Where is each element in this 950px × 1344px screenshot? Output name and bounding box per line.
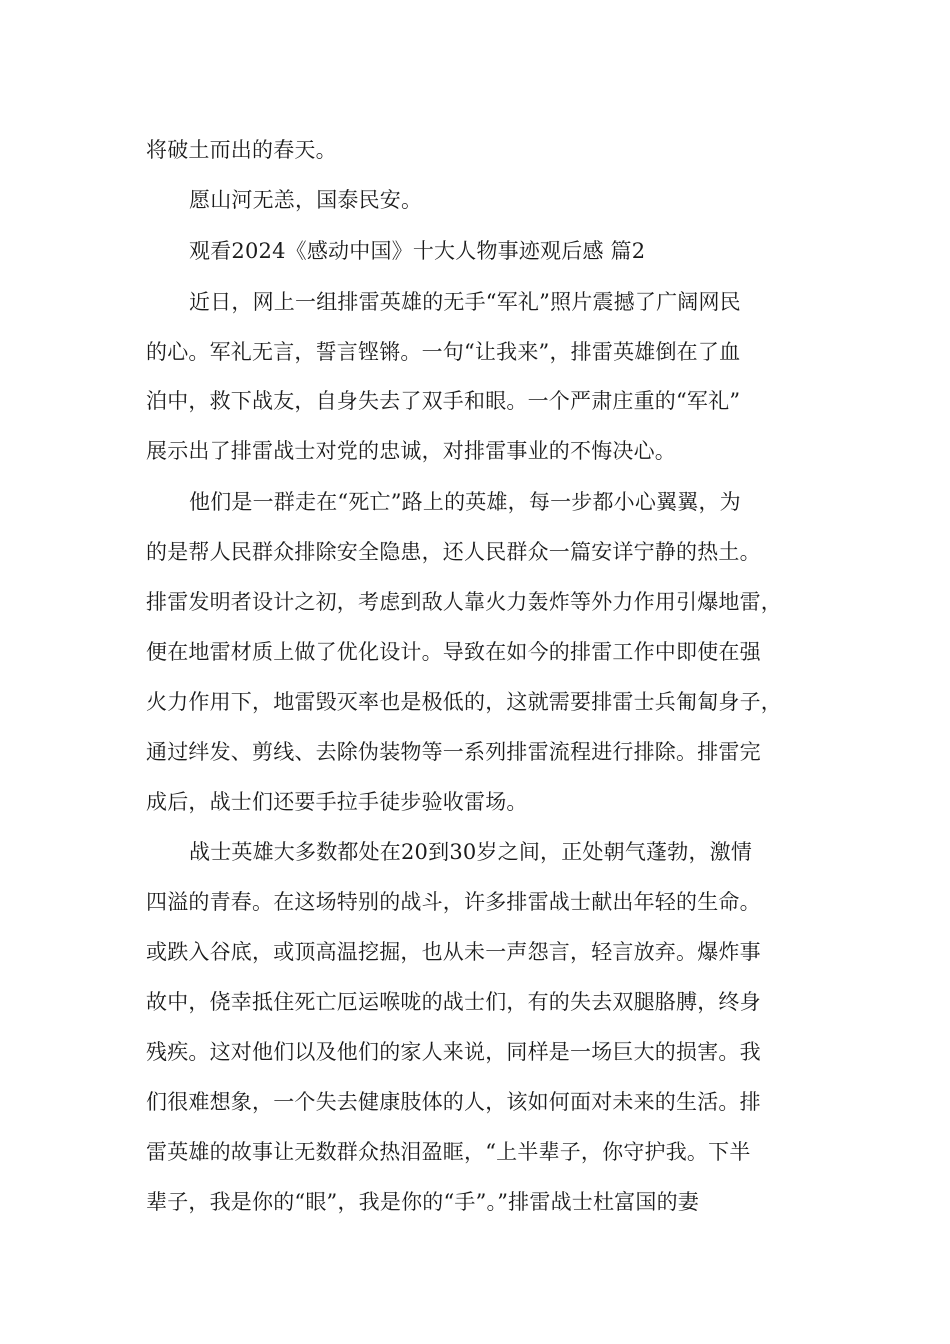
paragraph-line: 排雷发明者设计之初，考虑到敌人靠火力轰炸等外力作用引爆地雷，	[146, 590, 782, 614]
paragraph-line: 通过绊发、剪线、去除伪装物等一系列排雷流程进行排除。排雷完	[146, 740, 761, 764]
paragraph-line: 展示出了排雷战士对党的忠诚，对排雷事业的不悔决心。	[146, 439, 676, 463]
paragraph-line: 泊中，救下战友，自身失去了双手和眼。一个严肃庄重的“军礼”	[146, 389, 741, 413]
paragraph-line: 或跌入谷底，或顶高温挖掘，也从未一声怨言，轻言放弃。爆炸事	[146, 940, 761, 964]
paragraph-line: 他们是一群走在“死亡”路上的英雄，每一步都小心翼翼，为	[189, 490, 741, 514]
paragraph-line: 雷英雄的故事让无数群众热泪盈眶，“上半辈子，你守护我。下半	[146, 1140, 751, 1164]
paragraph-line: 愿山河无恙，国泰民安。	[189, 188, 423, 212]
paragraph-line: 的心。军礼无言，誓言铿锵。一句“让我来”，排雷英雄倒在了血	[146, 340, 741, 364]
paragraph-line: 残疾。这对他们以及他们的家人来说，同样是一场巨大的损害。我	[146, 1040, 761, 1064]
paragraph-line: 四溢的青春。在这场特别的战斗，许多排雷战士献出年轻的生命。	[146, 890, 761, 914]
paragraph-line: 战士英雄大多数都处在20到30岁之间，正处朝气蓬勃，激情	[189, 840, 753, 864]
paragraph-line: 故中，侥幸抵住死亡厄运喉咙的战士们，有的失去双腿胳膊，终身	[146, 990, 761, 1014]
paragraph-line: 近日，网上一组排雷英雄的无手“军礼”照片震撼了广阔网民	[189, 290, 741, 314]
paragraph-line: 成后，战士们还要手拉手徒步验收雷场。	[146, 790, 528, 814]
paragraph-line: 将破土而出的春天。	[146, 138, 337, 162]
paragraph-line: 们很难想象，一个失去健康肢体的人，该如何面对未来的生活。排	[146, 1090, 761, 1114]
paragraph-line: 辈子，我是你的“眼”，我是你的“手”。”排雷战士杜富国的妻	[146, 1190, 699, 1214]
section-heading: 观看2024《感动中国》十大人物事迹观后感 篇2	[189, 239, 646, 263]
paragraph-line: 便在地雷材质上做了优化设计。导致在如今的排雷工作中即使在强	[146, 640, 761, 664]
paragraph-line: 火力作用下，地雷毁灭率也是极低的，这就需要排雷士兵匍匐身子，	[146, 690, 782, 714]
paragraph-line: 的是帮人民群众排除安全隐患，还人民群众一篇安详宁静的热土。	[146, 540, 761, 564]
